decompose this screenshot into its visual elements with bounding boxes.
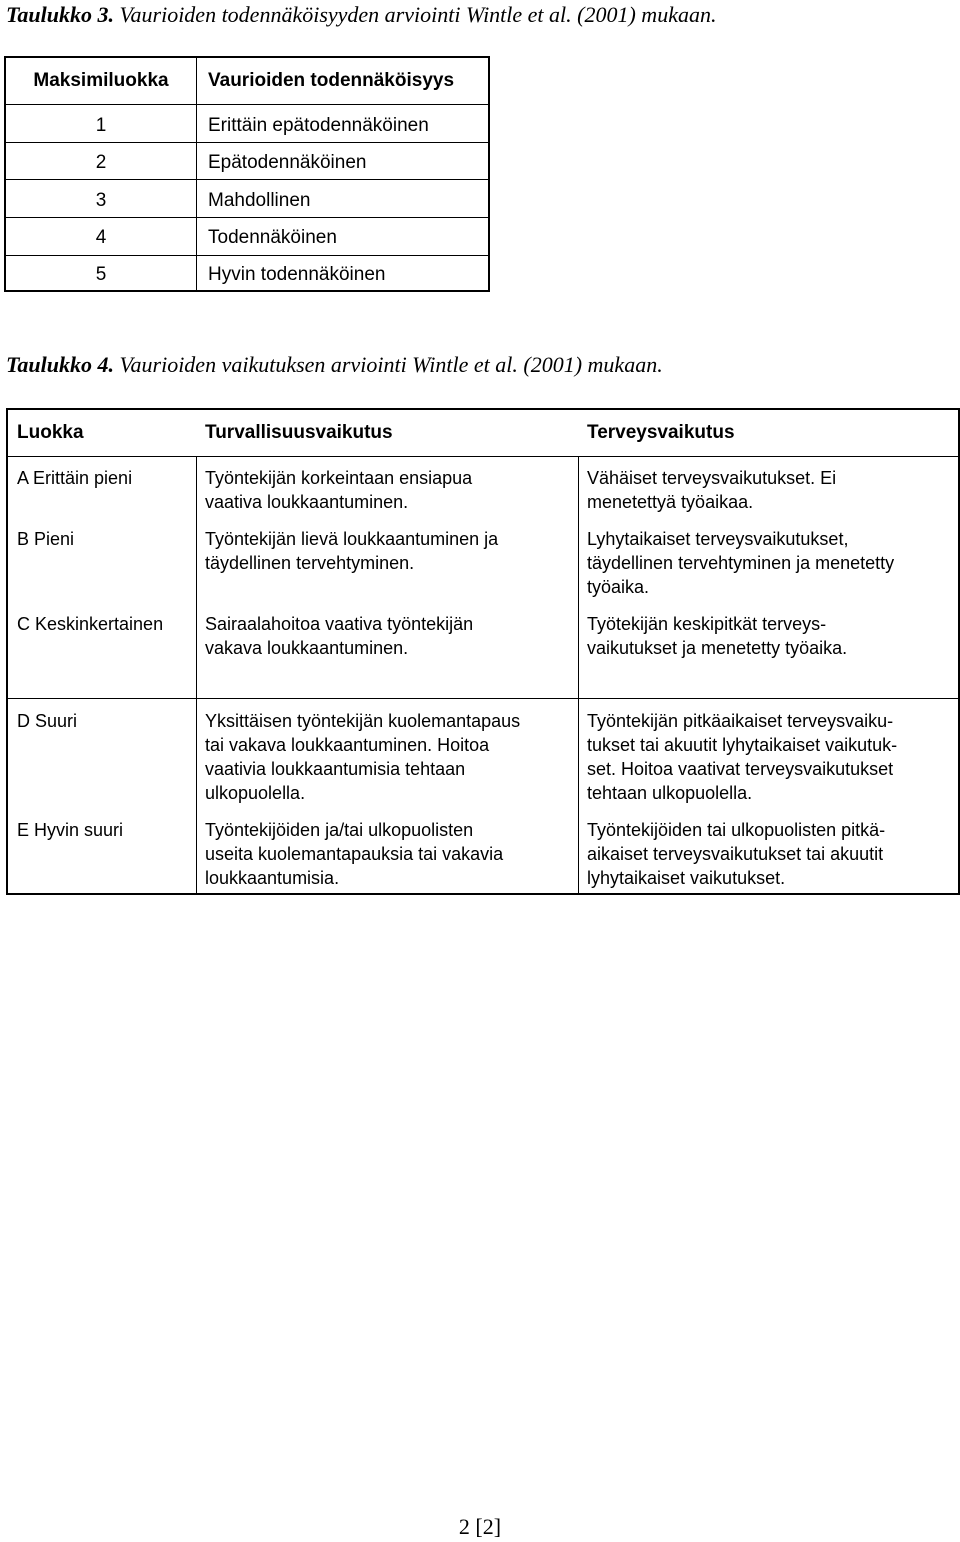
table4-cell-safety (205, 527, 577, 575)
table4-text-line: Sairaalahoitoa vaativa työntekijän (205, 614, 474, 634)
table3-cell-class: 4 (95, 227, 107, 248)
table4-text-line: täydellinen tervehtyminen. (205, 553, 415, 573)
table4-header-divider (8, 456, 958, 457)
table4-cell-health (587, 709, 959, 805)
table4-text-line: täydellinen tervehtyminen ja menetetty (587, 553, 895, 573)
table4-header-safety: Turvallisuusvaikutus (205, 422, 393, 443)
table4-cell-health (587, 612, 959, 660)
table4-text-line: aikaiset terveysvaikutukset tai akuutit (587, 844, 884, 864)
table3-row-divider (6, 217, 488, 218)
table4-cell-health (587, 818, 959, 890)
table4-text-line: tai vakava loukkaantuminen. Hoitoa (205, 735, 490, 755)
table3-row-divider (6, 255, 488, 256)
table4-text-line: Yksittäisen työntekijän kuolemantapaus (205, 711, 521, 731)
probability-table (4, 56, 490, 292)
table4-text-line: Työntekijöiden ja/tai ulkopuolisten (205, 820, 474, 840)
table4-caption (6, 352, 663, 378)
table4-group-divider (8, 698, 958, 699)
table4-text-line: useita kuolemantapauksia tai vakavia (205, 844, 504, 864)
table4-cell-safety (205, 612, 577, 660)
table3-caption-text: Vaurioiden todennäköisyyden arviointi Wintle et al. (2001) mukaan. (119, 2, 717, 27)
table4-cell-safety (205, 466, 577, 514)
table3-header-class: Maksimiluokka (33, 70, 169, 91)
table4-text-line: Työtekijän keskipitkät terveys- (587, 614, 827, 634)
table3-cell-class: 2 (95, 152, 107, 173)
table4-text-line: työaika. (587, 577, 650, 597)
table4-cell-health (587, 466, 959, 514)
table4-cell-class: E Hyvin suuri (17, 820, 124, 840)
table4-header-health: Terveysvaikutus (587, 422, 735, 443)
table4-cell-health (587, 527, 959, 599)
table3-caption-label: Taulukko 3. (6, 2, 115, 27)
page-number: 2 [2] (458, 1514, 502, 1539)
table4-text-line: Työntekijän korkeintaan ensiapua (205, 468, 473, 488)
table3-cell-probability: Todennäköinen (208, 227, 337, 248)
table3-header-probability: Vaurioiden todennäköisyys (208, 70, 455, 91)
table4-text-line: Lyhytaikaiset terveysvaikutukset, (587, 529, 849, 549)
table4-text-line: tukset tai akuutit lyhytaikaiset vaikutuk- (587, 735, 898, 755)
table4-cell-class: A Erittäin pieni (17, 468, 133, 488)
table4-caption-text: Vaurioiden vaikutuksen arviointi Wintle et al. (2001) mukaan. (119, 352, 663, 377)
table4-text-line: vaativia loukkaantumisia tehtaan (205, 759, 466, 779)
table3-cell-probability: Mahdollinen (208, 190, 311, 211)
table3-row-divider (6, 104, 488, 105)
table4-text-line: vaikutukset ja menetetty työaika. (587, 638, 848, 658)
table4-text-line: Työntekijän lievä loukkaantuminen ja (205, 529, 499, 549)
table3-cell-class: 1 (95, 115, 107, 136)
table4-text-line: vaativa loukkaantuminen. (205, 492, 409, 512)
table4-text-line: Työntekijöiden tai ulkopuolisten pitkä- (587, 820, 886, 840)
table3-row-divider (6, 179, 488, 180)
table4-caption-label: Taulukko 4. (6, 352, 115, 377)
table4-text-line: menetettyä työaikaa. (587, 492, 754, 512)
table3-cell-probability: Erittäin epätodennäköinen (208, 115, 429, 136)
table4-text-line: Työntekijän pitkäaikaiset terveysvaiku- (587, 711, 894, 731)
table3-row-divider (6, 142, 488, 143)
table4-text-line: set. Hoitoa vaativat terveysvaikutukset (587, 759, 894, 779)
table4-text-line: loukkaantumisia. (205, 868, 340, 888)
table3-caption (6, 2, 716, 28)
table4-cell-safety (205, 709, 577, 805)
table4-text-line: ulkopuolella. (205, 783, 306, 803)
table4-header-class: Luokka (17, 422, 84, 443)
table3-cell-probability: Hyvin todennäköinen (208, 264, 386, 285)
table4-text-line: lyhytaikaiset vaikutukset. (587, 868, 786, 888)
table3-cell-class: 5 (95, 264, 107, 285)
table4-text-line: Vähäiset terveysvaikutukset. Ei (587, 468, 837, 488)
table3-cell-class: 3 (95, 190, 107, 211)
impact-table (6, 408, 960, 895)
table3-cell-probability: Epätodennäköinen (208, 152, 367, 173)
table4-text-line: vakava loukkaantuminen. (205, 638, 409, 658)
table4-cell-class: D Suuri (17, 711, 78, 731)
table4-cell-class: C Keskinkertainen (17, 614, 164, 634)
table4-cell-class: B Pieni (17, 529, 75, 549)
table4-cell-safety (205, 818, 577, 890)
table4-text-line: tehtaan ulkopuolella. (587, 783, 753, 803)
table4-column-divider (578, 456, 579, 893)
